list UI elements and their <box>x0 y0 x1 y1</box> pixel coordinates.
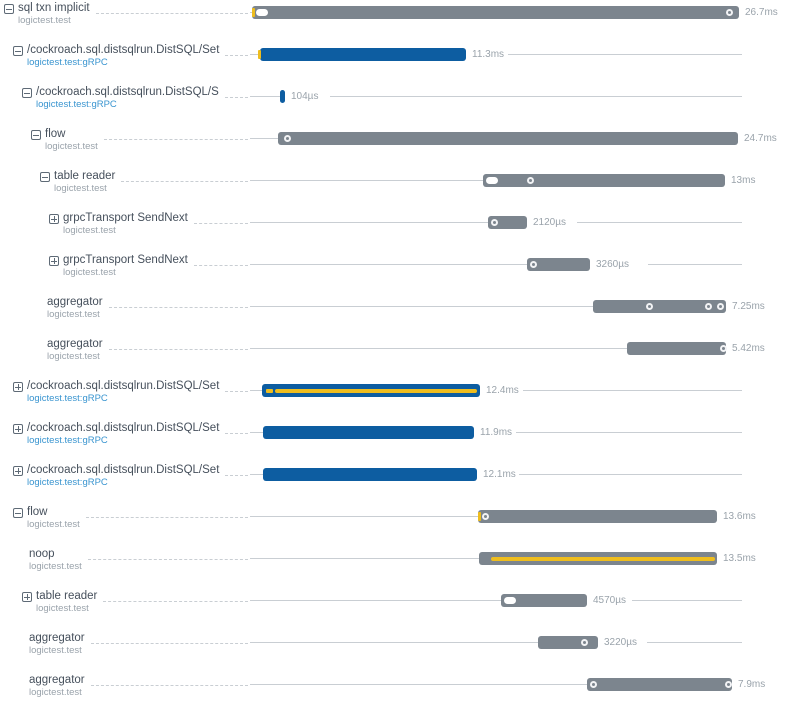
span-subtitle: logictest.test <box>36 603 89 614</box>
leader-dashed-line <box>225 55 248 56</box>
span-event-marker-icon[interactable] <box>530 261 537 268</box>
leader-dashed-line <box>225 433 248 434</box>
trace-span-row[interactable] <box>0 294 786 336</box>
span-timeline <box>250 42 786 84</box>
trace-span-row[interactable] <box>0 588 786 630</box>
span-label <box>0 168 250 194</box>
span-timeline <box>250 462 786 504</box>
timeline-trail-line <box>577 222 742 223</box>
span-duration: 13.6ms <box>720 511 759 523</box>
span-label <box>0 126 250 152</box>
leader-dashed-line <box>91 643 248 644</box>
timeline-trail-line <box>519 474 742 475</box>
span-duration: 5.42ms <box>729 343 768 355</box>
span-timeline <box>250 210 786 252</box>
span-name: aggregator <box>29 674 85 686</box>
span-subtitle: logictest.test:gRPC <box>27 57 108 68</box>
span-label <box>0 588 250 614</box>
trace-span-row[interactable] <box>0 168 786 210</box>
span-duration: 12.4ms <box>483 385 522 397</box>
span-label <box>0 546 250 572</box>
trace-span-row[interactable] <box>0 420 786 462</box>
timeline-lead-line <box>250 390 262 391</box>
span-bar[interactable] <box>627 342 726 355</box>
span-label <box>0 462 250 488</box>
span-label <box>0 336 250 362</box>
span-name: /cockroach.sql.distsqlrun.DistSQL/S <box>36 86 219 98</box>
trace-span-row[interactable] <box>0 210 786 252</box>
leader-dashed-line <box>109 307 248 308</box>
span-duration: 104µs <box>288 91 321 103</box>
span-duration: 4570µs <box>590 595 629 607</box>
span-timeline <box>250 546 786 588</box>
span-timeline <box>250 0 786 42</box>
span-timeline <box>250 336 786 378</box>
span-duration: 2120µs <box>530 217 569 229</box>
leader-dashed-line <box>194 223 248 224</box>
leader-dashed-line <box>86 517 248 518</box>
leader-dashed-line <box>121 181 248 182</box>
timeline-lead-line <box>250 432 263 433</box>
leader-dashed-line <box>88 559 248 560</box>
span-event-marker-icon[interactable] <box>478 512 481 521</box>
span-duration: 12.1ms <box>480 469 519 481</box>
span-event-marker-icon[interactable] <box>720 345 727 352</box>
span-name: table reader <box>36 590 98 602</box>
span-timeline <box>250 378 786 420</box>
span-name: /cockroach.sql.distsqlrun.DistSQL/Set <box>27 422 220 434</box>
collapse-icon[interactable] <box>22 88 32 98</box>
trace-span-row[interactable] <box>0 378 786 420</box>
span-bar[interactable] <box>483 174 725 187</box>
span-event-marker-icon[interactable] <box>726 9 733 16</box>
span-subtitle: logictest.test:gRPC <box>27 435 108 446</box>
span-bar[interactable] <box>527 258 590 271</box>
expand-icon[interactable] <box>49 214 59 224</box>
span-duration: 11.9ms <box>477 427 515 439</box>
timeline-lead-line <box>250 306 593 307</box>
timeline-lead-line <box>250 180 483 181</box>
span-duration: 24.7ms <box>741 133 780 145</box>
span-event-marker-icon[interactable] <box>717 303 724 310</box>
span-timeline <box>250 588 786 630</box>
span-duration: 3220µs <box>601 637 640 649</box>
span-event-marker-icon[interactable] <box>581 639 588 646</box>
span-duration: 7.25ms <box>729 301 768 313</box>
timeline-lead-line <box>250 222 488 223</box>
span-label <box>0 42 250 68</box>
span-bar[interactable] <box>538 636 598 649</box>
span-name: /cockroach.sql.distsqlrun.DistSQL/Set <box>27 44 220 56</box>
span-timeline <box>250 168 786 210</box>
timeline-trail-line <box>330 96 742 97</box>
span-subtitle: logictest.test:gRPC <box>27 477 108 488</box>
span-name: /cockroach.sql.distsqlrun.DistSQL/Set <box>27 464 220 476</box>
span-event-marker-icon[interactable] <box>705 303 712 310</box>
span-highlight-stripe <box>491 557 715 561</box>
trace-span-row[interactable] <box>0 630 786 672</box>
span-event-marker-icon[interactable] <box>491 219 498 226</box>
span-bar[interactable] <box>263 426 474 439</box>
span-subtitle: logictest.test <box>29 561 82 572</box>
span-event-marker-icon[interactable] <box>590 681 597 688</box>
span-subtitle: logictest.test <box>29 645 82 656</box>
leader-dashed-line <box>91 685 248 686</box>
span-subtitle: logictest.test <box>18 15 71 26</box>
span-bar[interactable] <box>252 6 739 19</box>
span-subtitle: logictest.test <box>29 687 82 698</box>
span-subtitle: logictest.test <box>63 225 116 236</box>
span-name: flow <box>27 506 48 518</box>
span-label <box>0 210 250 236</box>
collapse-icon[interactable] <box>40 172 50 182</box>
span-name: aggregator <box>29 632 85 644</box>
span-event-marker-icon[interactable] <box>256 9 268 16</box>
span-name: sql txn implicit <box>18 2 90 14</box>
leader-dashed-line <box>225 97 248 98</box>
timeline-trail-line <box>516 432 742 433</box>
trace-span-row[interactable] <box>0 42 786 84</box>
expand-icon[interactable] <box>13 382 23 392</box>
span-bar[interactable] <box>278 132 738 145</box>
timeline-lead-line <box>250 558 479 559</box>
span-name: aggregator <box>47 296 103 308</box>
span-event-marker-icon[interactable] <box>266 389 273 393</box>
span-subtitle: logictest.test:gRPC <box>27 393 108 404</box>
span-event-marker-icon[interactable] <box>527 177 534 184</box>
trace-span-row[interactable] <box>0 252 786 294</box>
span-subtitle: logictest.test <box>47 351 100 362</box>
leader-dashed-line <box>96 13 248 14</box>
span-label <box>0 294 250 320</box>
span-duration: 13ms <box>728 175 758 187</box>
trace-span-row[interactable] <box>0 546 786 588</box>
span-event-marker-icon[interactable] <box>482 513 489 520</box>
timeline-lead-line <box>250 684 587 685</box>
trace-span-row[interactable] <box>0 672 786 714</box>
timeline-trail-line <box>632 600 742 601</box>
timeline-lead-line <box>250 474 263 475</box>
trace-span-row[interactable] <box>0 504 786 546</box>
span-name: table reader <box>54 170 116 182</box>
trace-span-row[interactable] <box>0 462 786 504</box>
span-bar[interactable] <box>260 48 466 61</box>
span-name: noop <box>29 548 55 560</box>
span-subtitle: logictest.test <box>54 183 107 194</box>
collapse-icon[interactable] <box>13 46 23 56</box>
span-event-marker-icon[interactable] <box>252 8 255 17</box>
span-label <box>0 378 250 404</box>
trace-span-row[interactable] <box>0 84 786 126</box>
span-bar[interactable] <box>501 594 587 607</box>
timeline-trail-line <box>523 390 742 391</box>
span-bar[interactable] <box>478 510 717 523</box>
expand-icon[interactable] <box>49 256 59 266</box>
span-timeline <box>250 630 786 672</box>
span-event-marker-icon[interactable] <box>258 50 261 59</box>
trace-span-row[interactable] <box>0 336 786 378</box>
span-name: flow <box>45 128 66 140</box>
span-bar[interactable] <box>263 468 477 481</box>
leader-dashed-line <box>225 391 248 392</box>
span-duration: 26.7ms <box>742 7 781 19</box>
span-subtitle: logictest.test <box>27 519 80 530</box>
timeline-trail-line <box>647 642 742 643</box>
expand-icon[interactable] <box>13 466 23 476</box>
span-name: grpcTransport SendNext <box>63 212 188 224</box>
collapse-icon[interactable] <box>13 508 23 518</box>
span-subtitle: logictest.test <box>45 141 98 152</box>
span-event-marker-icon[interactable] <box>486 177 498 184</box>
span-timeline <box>250 294 786 336</box>
span-name: /cockroach.sql.distsqlrun.DistSQL/Set <box>27 380 220 392</box>
expand-icon[interactable] <box>22 592 32 602</box>
span-label <box>0 630 250 656</box>
span-label <box>0 420 250 446</box>
timeline-lead-line <box>250 138 278 139</box>
span-timeline <box>250 420 786 462</box>
leader-dashed-line <box>104 139 248 140</box>
span-timeline <box>250 672 786 714</box>
span-bar[interactable] <box>479 552 717 565</box>
leader-dashed-line <box>194 265 248 266</box>
timeline-trail-line <box>508 54 742 55</box>
span-name: aggregator <box>47 338 103 350</box>
collapse-icon[interactable] <box>31 130 41 140</box>
span-event-marker-icon[interactable] <box>284 135 291 142</box>
span-label <box>0 504 250 530</box>
span-highlight-stripe <box>275 389 477 393</box>
timeline-lead-line <box>250 264 527 265</box>
span-timeline <box>250 84 786 126</box>
span-bar[interactable] <box>587 678 732 691</box>
expand-icon[interactable] <box>13 424 23 434</box>
timeline-lead-line <box>250 600 501 601</box>
leader-dashed-line <box>225 475 248 476</box>
collapse-icon[interactable] <box>4 4 14 14</box>
span-timeline <box>250 126 786 168</box>
timeline-lead-line <box>250 96 280 97</box>
span-bar[interactable] <box>488 216 527 229</box>
span-label <box>0 0 250 26</box>
span-subtitle: logictest.test:gRPC <box>36 99 117 110</box>
timeline-lead-line <box>250 642 538 643</box>
span-timeline <box>250 252 786 294</box>
trace-span-row[interactable] <box>0 0 786 42</box>
timeline-lead-line <box>250 516 478 517</box>
span-name: grpcTransport SendNext <box>63 254 188 266</box>
span-label <box>0 672 250 698</box>
leader-dashed-line <box>109 349 248 350</box>
span-timeline <box>250 504 786 546</box>
trace-span-row[interactable] <box>0 126 786 168</box>
span-label <box>0 84 250 110</box>
timeline-lead-line <box>250 348 627 349</box>
span-duration: 7.9ms <box>735 679 768 691</box>
span-label <box>0 252 250 278</box>
span-bar[interactable] <box>280 90 285 103</box>
span-subtitle: logictest.test <box>47 309 100 320</box>
span-duration: 11.3ms <box>469 49 507 61</box>
span-bar[interactable] <box>593 300 726 313</box>
span-subtitle: logictest.test <box>63 267 116 278</box>
span-event-marker-icon[interactable] <box>725 681 732 688</box>
span-bar[interactable] <box>262 384 480 397</box>
span-event-marker-icon[interactable] <box>646 303 653 310</box>
timeline-trail-line <box>648 264 742 265</box>
leader-dashed-line <box>103 601 248 602</box>
span-duration: 13.5ms <box>720 553 759 565</box>
span-event-marker-icon[interactable] <box>504 597 516 604</box>
span-duration: 3260µs <box>593 259 632 271</box>
